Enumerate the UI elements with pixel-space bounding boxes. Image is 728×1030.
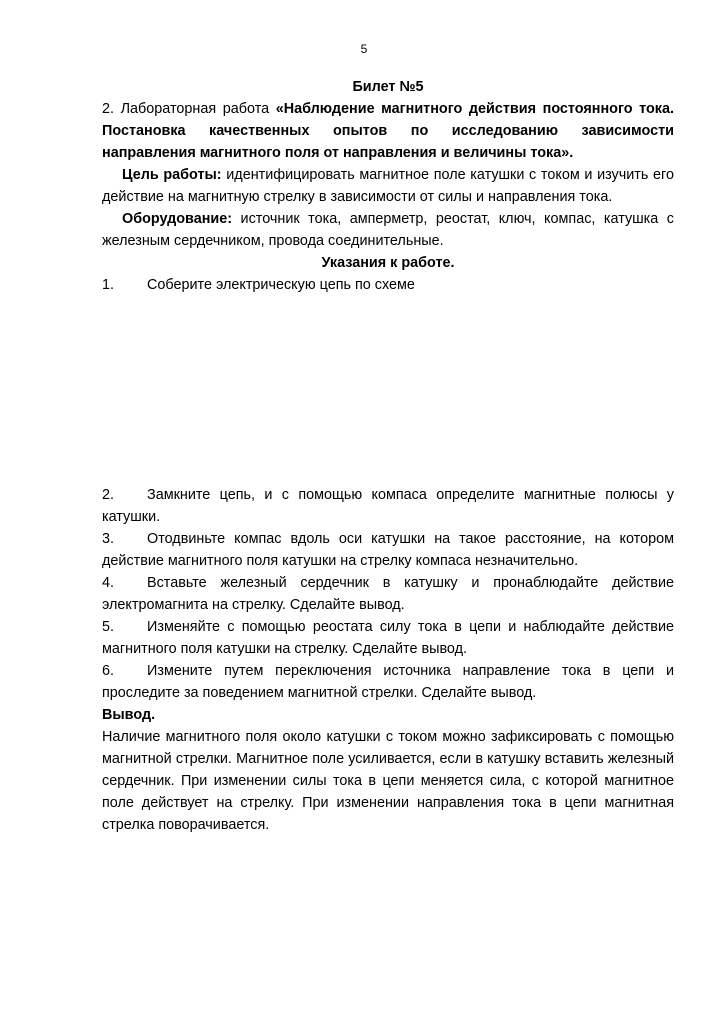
- goal-label: Цель работы:: [122, 167, 222, 183]
- step-number: 5.: [102, 619, 115, 635]
- step-text: Вставьте железный сердечник в катушку и пронаблюдайте действие электромагнита на стрелку. Сделайте вывод.: [102, 575, 674, 613]
- step-number: 3.: [102, 531, 115, 547]
- step-4: [102, 572, 674, 616]
- step-5: [102, 616, 674, 660]
- equipment-label: Оборудование:: [122, 211, 233, 227]
- goal-paragraph: [102, 164, 674, 208]
- step-text: Замкните цепь, и с помощью компаса определите магнитные полюсы у катушки.: [102, 487, 674, 525]
- document-body: [102, 76, 674, 836]
- equipment-text: источник тока, амперметр, реостат, ключ, компас, катушка с железным сердечником, провода соединительные.: [102, 211, 674, 249]
- step-number: 2.: [102, 487, 115, 503]
- step-text: Измените путем переключения источника направление тока в цепи и проследите за поведением магнитной стрелки. Сделайте вывод.: [102, 663, 674, 701]
- conclusion-heading: Вывод.: [102, 707, 156, 723]
- step-2: [102, 484, 674, 528]
- equipment-paragraph: [102, 208, 674, 252]
- step-number: 1.: [102, 277, 115, 293]
- intro-prefix: 2. Лабораторная работа: [102, 101, 276, 117]
- ticket-title: Билет №5: [352, 79, 424, 95]
- circuit-diagram-placeholder: [102, 296, 674, 484]
- goal-text: идентифицировать магнитное поле катушки с током и изучить его действие на магнитную стрелку в зависимости от силы и направления тока.: [102, 167, 674, 205]
- page-number: 5: [360, 42, 368, 56]
- lab-title: «Наблюдение магнитного действия постоянного тока. Постановка качественных опытов по исследованию зависимости направления магнитного поля от направления и величины тока».: [102, 101, 674, 161]
- conclusion-text: Наличие магнитного поля около катушки с током можно зафиксировать с помощью магнитной стрелки. Магнитное поле усиливается, если в катушку вставить железный сердечник. При изменении силы тока в цепи меняется сила, с которой магнитное поле действует на стрелку. При изменении направления тока в цепи магнитная стрелка поворачивается.: [102, 729, 674, 833]
- step-6: [102, 660, 674, 704]
- step-text: Соберите электрическую цепь по схеме: [147, 277, 415, 293]
- step-text: Изменяйте с помощью реостата силу тока в цепи и наблюдайте действие магнитного поля катушки на стрелку. Сделайте вывод.: [102, 619, 674, 657]
- instructions-heading: Указания к работе.: [321, 255, 455, 271]
- intro-paragraph: [102, 98, 674, 164]
- step-text: Отодвиньте компас вдоль оси катушки на такое расстояние, на котором действие магнитного поля катушки на стрелку компаса незначительно.: [102, 531, 674, 569]
- step-1: [102, 274, 674, 296]
- step-number: 6.: [102, 663, 115, 679]
- step-3: [102, 528, 674, 572]
- step-number: 4.: [102, 575, 115, 591]
